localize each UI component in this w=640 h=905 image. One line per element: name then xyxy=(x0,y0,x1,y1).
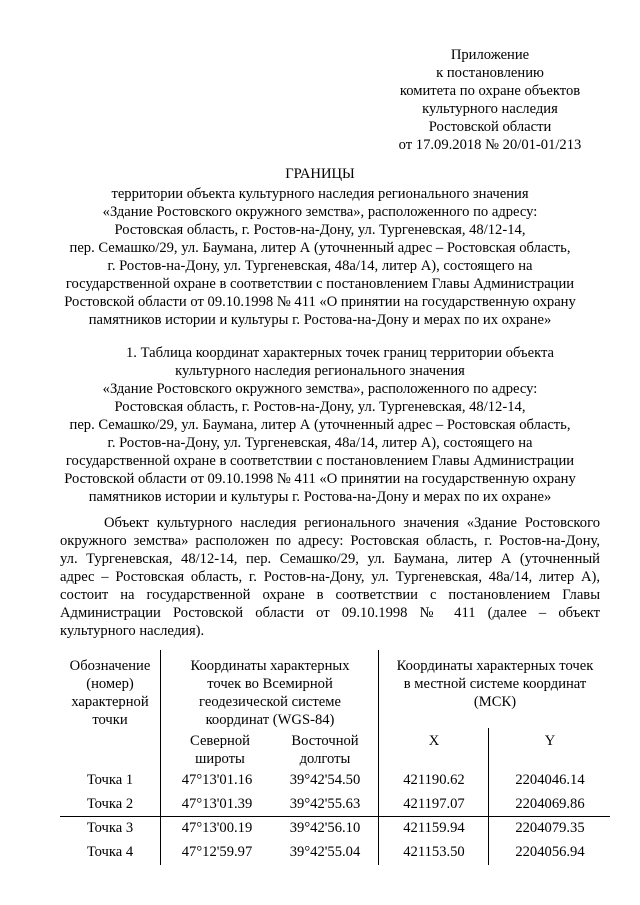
section-line: «Здание Ростовского окружного земства», расположенного по адресу: xyxy=(102,381,538,397)
appendix-line: Приложение xyxy=(450,47,530,63)
paragraph-line: ул. Тургеневская, 48/12-14, пер. Семашко/29, ул. Баумана, литер А (уточненный xyxy=(60,551,600,567)
subtitle-line: территории объекта культурного наследия регионального значения xyxy=(111,186,529,202)
cell-x: 421153.50 xyxy=(403,844,465,860)
cell-y: 2204069.86 xyxy=(515,796,585,812)
section-line: пер. Семашко/29, ул. Баумана, литер А (уточненный адрес – Ростовская область, xyxy=(69,417,571,433)
page-title: ГРАНИЦЫ xyxy=(285,166,355,182)
cell-longitude: 39°42'56.10 xyxy=(289,820,361,836)
section-line: памятников истории и культуры г. Ростова-на-Дону и мерах по их охране» xyxy=(88,489,552,505)
paragraph-line: окружного земства» расположен по адресу: Ростовская область, г. Ростов-на-Дону, xyxy=(60,533,600,549)
appendix-line: комитета по охране объектов xyxy=(399,83,581,99)
cell-y: 2204056.94 xyxy=(515,844,585,860)
section-line: Ростовской области от 09.10.1998 № 411 «О принятии на государственную охрану xyxy=(64,471,576,487)
cell-point: Точка 3 xyxy=(86,820,134,836)
cell-y: 2204079.35 xyxy=(515,820,585,836)
cell-longitude: 39°42'55.04 xyxy=(289,844,361,860)
paragraph-line: Объект культурного наследия регионального значения «Здание Ростовского xyxy=(104,515,600,531)
paragraph-line: культурного наследия). xyxy=(60,623,205,639)
cell-point: Точка 2 xyxy=(86,796,134,812)
cell-y: 2204046.14 xyxy=(515,772,585,788)
header-y: Y xyxy=(544,733,556,749)
cell-point: Точка 1 xyxy=(86,772,134,788)
cell-longitude: 39°42'54.50 xyxy=(289,772,361,788)
subtitle-line: г. Ростов-на-Дону, ул. Тургеневская, 48а/14, литер А), состоящего на xyxy=(107,258,533,274)
header-longitude: Восточной долготы xyxy=(291,733,359,767)
section-line: 1. Таблица координат характерных точек границ территории объекта xyxy=(125,345,554,361)
subtitle-line: государственной охране в соответствии с постановлением Главы Администрации xyxy=(65,276,575,292)
subtitle-line: «Здание Ростовского окружного земства», расположенного по адресу: xyxy=(102,204,538,220)
cell-x: 421190.62 xyxy=(403,772,465,788)
cell-x: 421197.07 xyxy=(403,796,465,812)
cell-longitude: 39°42'55.63 xyxy=(289,796,361,812)
subtitle-line: Ростовской области от 09.10.1998 № 411 «О принятии на государственную охрану xyxy=(64,294,576,310)
paragraph-line: состоит на государственной охране в соответствии с постановлением Главы xyxy=(60,587,600,603)
appendix-line: Ростовской области xyxy=(428,119,552,135)
table-row-divider xyxy=(60,816,610,817)
appendix-line: от 17.09.2018 № 20/01-01/213 xyxy=(398,137,582,153)
cell-latitude: 47°13'00.19 xyxy=(181,820,253,836)
section-line: Ростовская область, г. Ростов-на-Дону, ул. Тургеневская, 48/12-14, xyxy=(114,399,526,415)
header-point: Обозначение (номер) характерной точки xyxy=(69,658,151,728)
header-wgs: Координаты характерных точек во Всемирной геодезической системе координат (WGS-84) xyxy=(190,658,350,728)
appendix-line: к постановлению xyxy=(436,65,544,81)
paragraph-line: адрес – Ростовская область, г. Ростов-на-Дону, ул. Тургеневская, 48а/14, литер А), xyxy=(60,569,600,585)
subtitle-line: Ростовская область, г. Ростов-на-Дону, ул. Тургеневская, 48/12-14, xyxy=(114,222,526,238)
header-msk: Координаты характерных точек в местной системе координат (МСК) xyxy=(396,658,594,710)
subtitle-line: пер. Семашко/29, ул. Баумана, литер А (уточненный адрес – Ростовская область, xyxy=(69,240,571,256)
cell-latitude: 47°13'01.39 xyxy=(181,796,253,812)
appendix-line: культурного наследия xyxy=(422,101,558,117)
cell-latitude: 47°12'59.97 xyxy=(181,844,253,860)
section-line: г. Ростов-на-Дону, ул. Тургеневская, 48а/14, литер А), состоящего на xyxy=(107,435,533,451)
header-x: X xyxy=(428,733,440,749)
section-line: культурного наследия регионального значения xyxy=(175,363,465,379)
cell-point: Точка 4 xyxy=(86,844,134,860)
paragraph-line: Администрации Ростовской области от 09.10.1998 № 411 (далее – объект xyxy=(60,605,600,621)
section-line: государственной охране в соответствии с постановлением Главы Администрации xyxy=(65,453,575,469)
header-latitude: Северной широты xyxy=(190,733,250,767)
cell-latitude: 47°13'01.16 xyxy=(181,772,253,788)
subtitle-line: памятников истории и культуры г. Ростова-на-Дону и мерах по их охране» xyxy=(88,312,552,328)
cell-x: 421159.94 xyxy=(403,820,465,836)
table-divider xyxy=(488,728,489,865)
